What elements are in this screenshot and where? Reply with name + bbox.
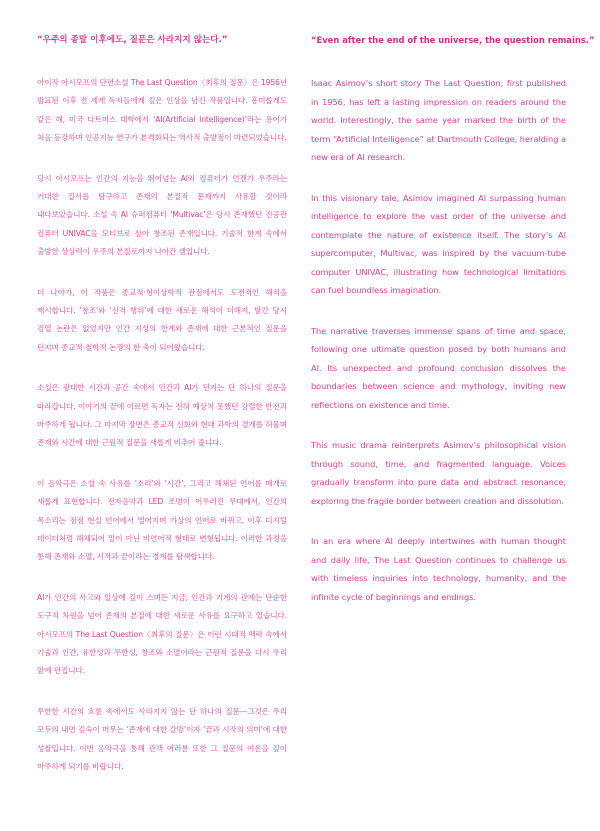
korean-paragraph: 이 음악극은 소설 속 사유를 ‘소리’와 ‘시간’, 그리고 해체된 언어를 매개로 새롭게 표현합니다. 전자음악과 LED 조명이 어우러진 무대에서, 인간의 목소리는 점점 현실 언어에서 멀어지며 가상의 언어로 바뀌고, 이후 디지털 데이터처럼 해체되어 말이 아닌 비언어적 형태로 변형됩니다. 이러한 과정을 통해 존재와 소멸, 시작과 끝이라는 경계를 탐색합니다. xyxy=(37,479,287,562)
korean-paragraph: 아이작 아시모프의 단편소설 The Last Question〈최후의 질문〉은 1956년 발표된 이후 전 세계 독자들에게 깊은 인상을 남긴 작품입니다. 흥미롭게도 같은 해, 미국 다트머스 대학에서 ‘AI(Artificial Intelligence)’라는 용어가 처음 등장하며 인공지능 연구가 본격화되는 역사적 출발점이 마련되었습니다. xyxy=(37,78,287,142)
korean-paragraph: 소설은 광대한 시간과 공간 속에서 인간과 AI가 던지는 단 하나의 질문을 따라갑니다. 이야기의 끝에 이르면 독자는 전혀 예상치 못했던 강렬한 반전과 마주하게 됩니다. 그 마지막 장면은 종교적 신화와 현대 과학의 경계를 허물며 존재와 시간에 대한 근원적 질문을 새롭게 비추어 줍니다. xyxy=(37,383,287,448)
english-paragraph: In this visionary tale, Asimov imagined AI surpassing human intelligence to explore the vast order of the universe and contemplate the nature of existence itself. The story’s AI supercomputer, Multivac, was inspired by the vacuum-tube computer UNIVAC, illustrating how technological limitations can fuel boundless imagination. xyxy=(311,192,566,295)
korean-column xyxy=(37,33,287,799)
english-paragraph: In an era where AI deeply intertwines with human thought and daily life, The Last Question continues to challenge us with timeless inquiries into technology, humanity, and the infinite cycle of beginnings and endings. xyxy=(311,536,566,602)
english-paragraph: Isaac Asimov’s short story The Last Question, first published in 1956, has left a lasting impression on readers around the world. Interestingly, the same year marked the birth of the term “Artificial Intelligence” at Dartmouth College, heralding a new era of AI research. xyxy=(311,78,566,162)
korean-paragraph: 무한한 시간의 흐름 속에서도 사라지지 않는 단 하나의 질문—그것은 우리 모두의 내면 깊숙이 머무는 ‘존재에 대한 갈망’이자 ‘끝과 시작의 의미’에 대한 성찰입니다. 이번 음악극을 통해 관객 여러분 또한 그 질문의 여운을 깊이 마주하게 되기를 바랍니다. xyxy=(37,707,287,771)
korean-heading: “우주의 종말 이후에도, 질문은 사라지지 않는다.” xyxy=(37,35,228,45)
korean-paragraph: 더 나아가, 이 작품은 종교적·형이상학적 관점에서도 도전적인 해석을 제시합니다. ‘창조’와 ‘신적 행위’에 대한 새로운 해석이 더해져, 발간 당시 검열 논란은 없었지만 인간 지성의 한계와 존재에 대한 근본적인 질문을 던지며 종교적·철학적 논쟁의 한 축이 되어왔습니다. xyxy=(37,287,287,352)
korean-paragraph: 당시 아시모프는 인간의 지능을 뛰어넘는 AI와 컴퓨터가 언젠가 우주라는 거대한 질서를 탐구하고 존재의 본질적 문제까지 사유할 것이라 내다보았습니다. 소설 속 AI 슈퍼컴퓨터 ‘Multivac’은 당시 존재했던 진공관 컴퓨터 UNIVAC을 모티브로 삼아 창조된 존재입니다. 기술적 한계 속에서 출발한 상상력이 우주의 본질로까지 나아간 셈입니다. xyxy=(37,173,287,256)
english-paragraph: The narrative traverses immense spans of time and space, following one ultimate question posed by both humans and AI. Its unexpected and profound conclusion dissolves the boundaries between science and mythology, inviting new reflections on existence and time. xyxy=(311,325,566,410)
english-paragraph: This music drama reinterprets Asimov’s philosophical vision through sound, time, and fragmented language. Voices gradually transform into pure data and abstract resonance, exploring the fragile border between creation and dissolution. xyxy=(311,440,566,506)
english-column xyxy=(311,33,595,628)
english-heading: “Even after the end of the universe, the question remains.” xyxy=(311,35,595,45)
korean-paragraph: AI가 인간의 사고와 일상에 깊이 스며든 지금, 인간과 기계의 관계는 단순한 도구적 차원을 넘어 존재의 본질에 대한 새로운 사유를 요구하고 있습니다. 아시모프의 The Last Question〈최후의 질문〉은 이런 시대적 맥락 속에서 기술과 인간, 유한성과 무한성, 창조와 소멸이라는 근원적 질문을 다시 우리 앞에 던집니다. xyxy=(37,593,287,676)
